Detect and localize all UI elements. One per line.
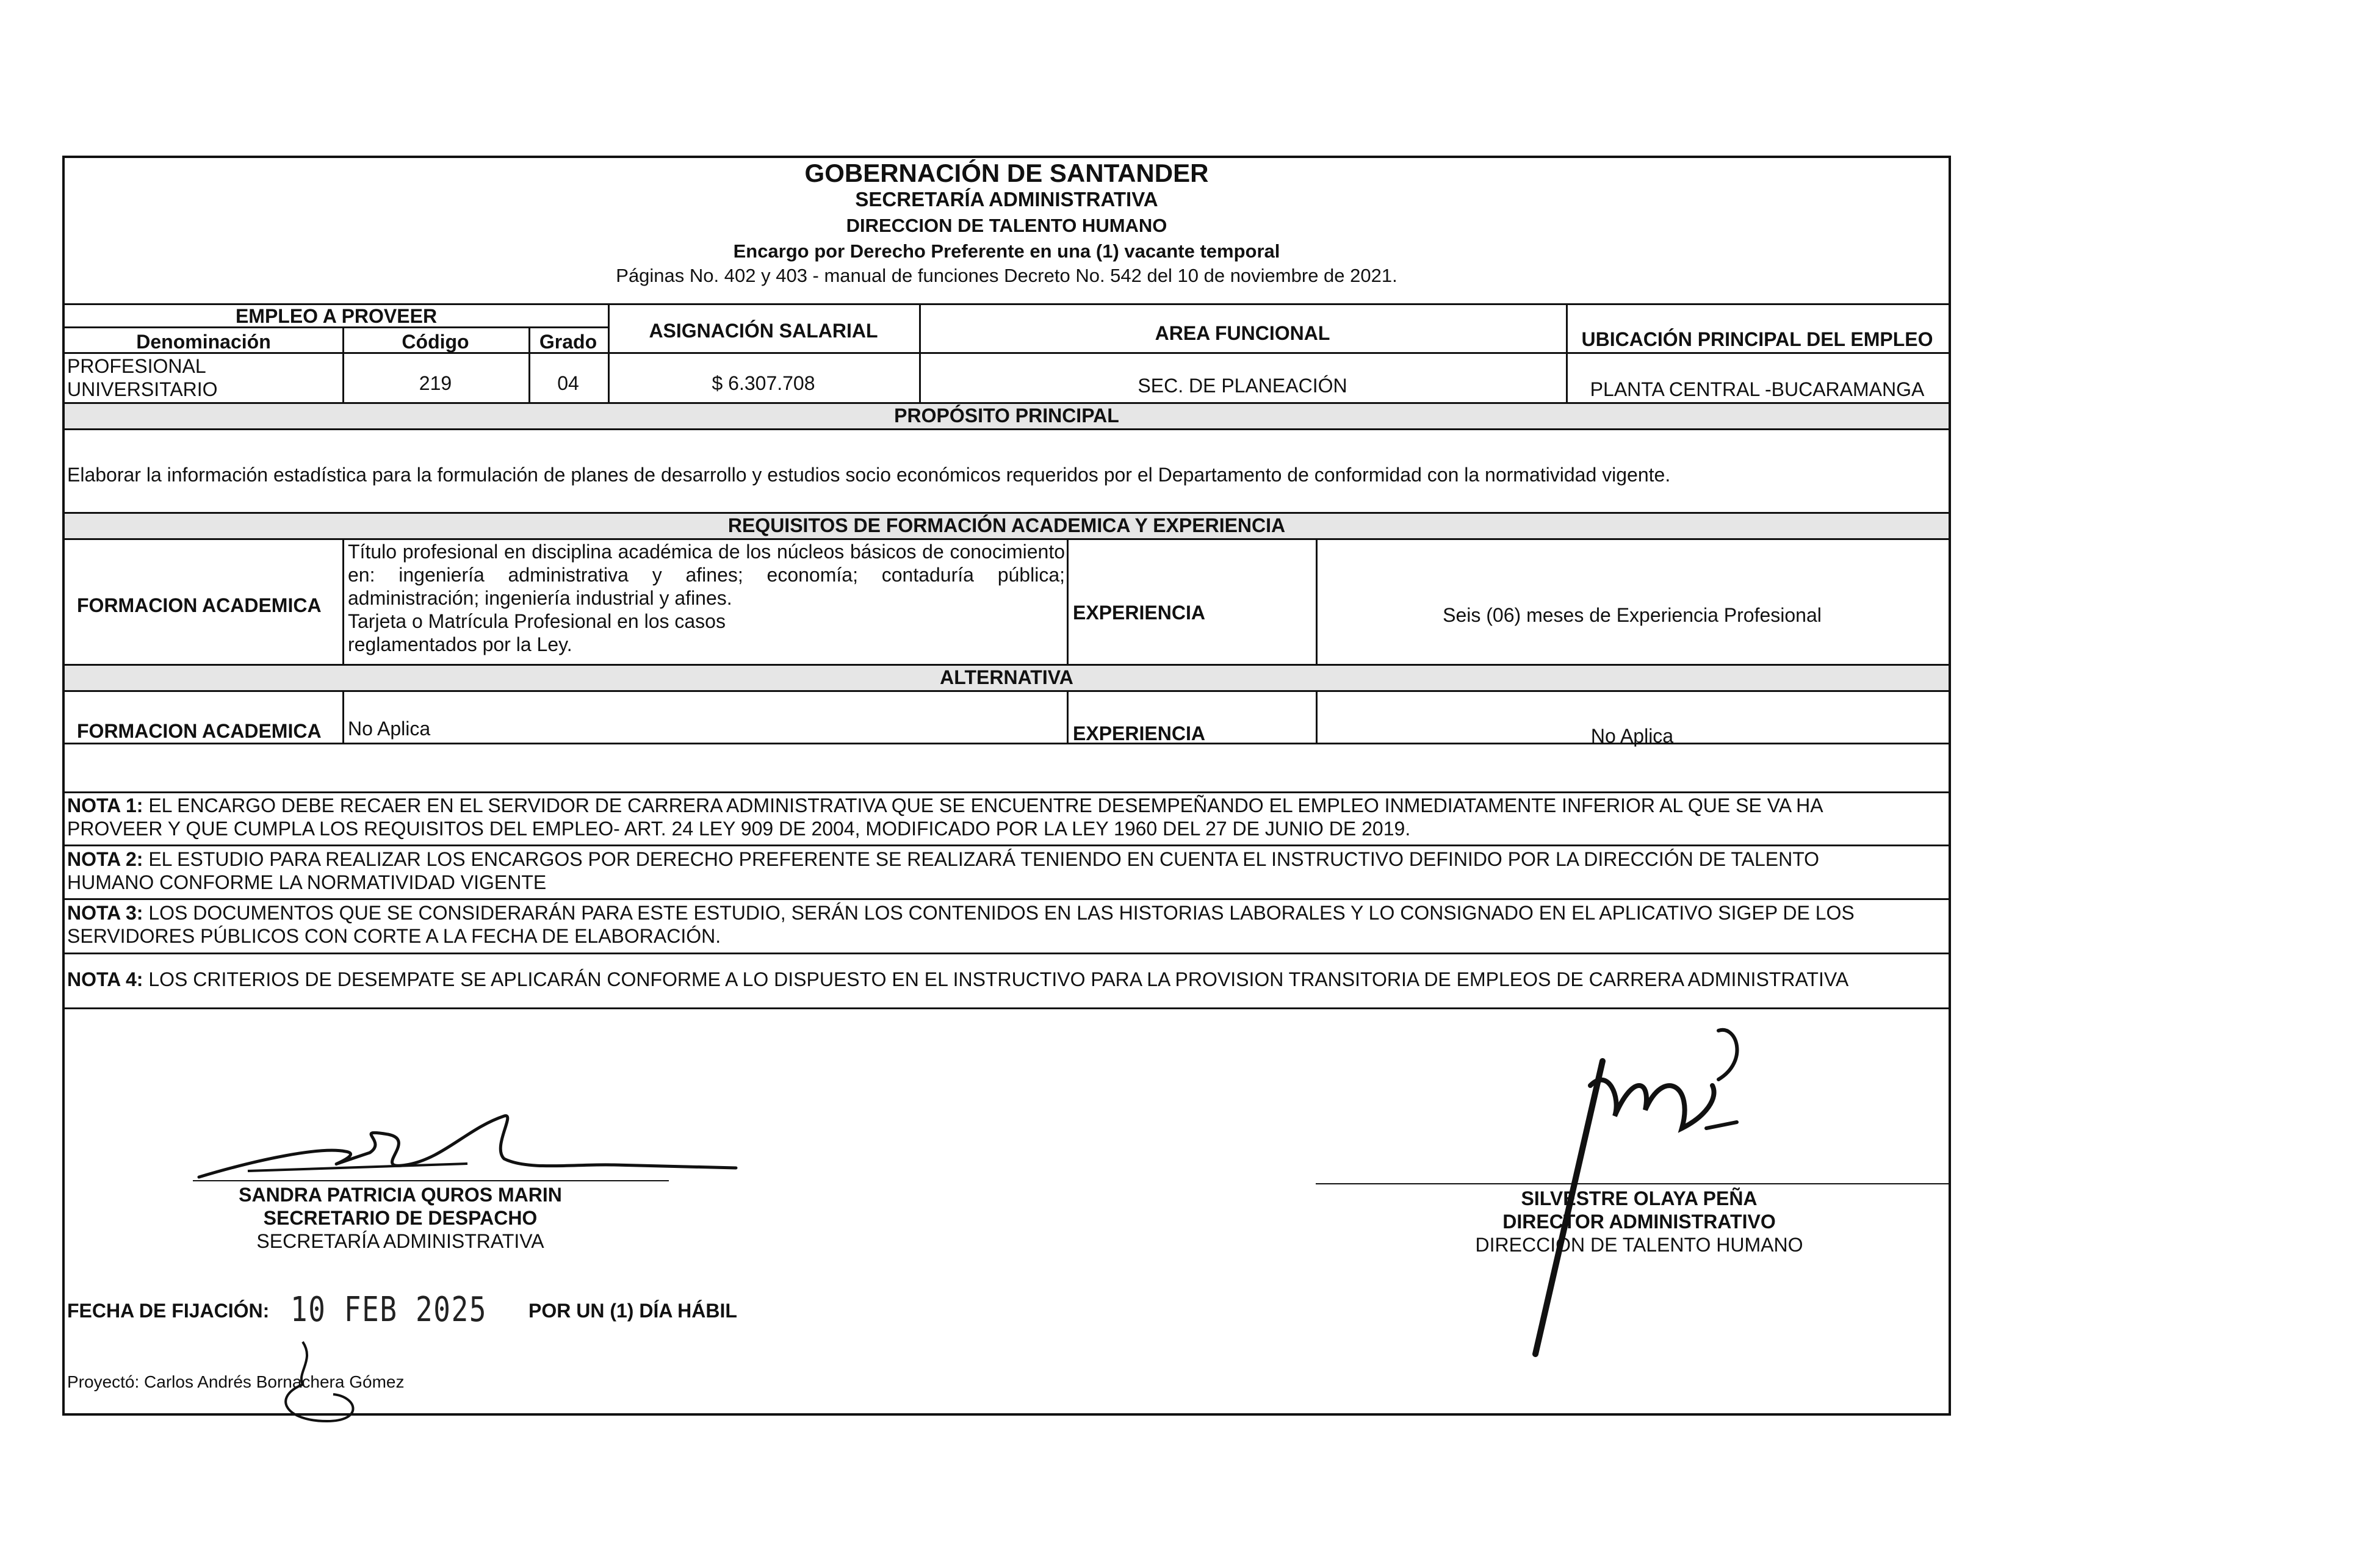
alternativa-title: ALTERNATIVA <box>65 666 1949 690</box>
asignacion-value: $ 6.307.708 <box>712 372 815 394</box>
denominacion-value <box>67 355 339 401</box>
alt-experiencia-text: No Aplica <box>1590 725 1674 747</box>
nota-3 <box>67 901 1947 948</box>
header-block <box>65 158 1949 303</box>
fecha-fijacion-duration: POR UN (1) DÍA HÁBIL <box>528 1300 737 1322</box>
left-signer-name: SANDRA PATRICIA QUROS MARIN <box>239 1184 562 1206</box>
nota-4-label: NOTA 4: <box>67 968 143 990</box>
nota-2 <box>67 848 1947 894</box>
header-direccion: DIRECCION DE TALENTO HUMANO <box>846 215 1167 236</box>
nota-4 <box>67 968 1947 991</box>
experiencia-label: EXPERIENCIA <box>1073 602 1205 624</box>
nota-2-line2: HUMANO CONFORME LA NORMATIVIDAD VIGENTE <box>67 871 547 893</box>
formacion-academica-text <box>348 540 1065 656</box>
nota-1-line2: PROVEER Y QUE CUMPLA LOS REQUISITOS DEL EMPLEO- ART. 24 LEY 909 DE 2004, MODIFICADO POR LA LEY 1960 DEL 27 DE JUNIO DE 2019. <box>67 818 1411 840</box>
right-signer-dept: DIRECCIÓN DE TALENTO HUMANO <box>1475 1234 1803 1256</box>
fecha-fijacion-stamp: 10 FEB 2025 <box>290 1290 488 1330</box>
denominacion-line1: PROFESIONAL <box>67 355 206 377</box>
right-signer-title: DIRECTOR ADMINISTRATIVO <box>1502 1211 1776 1233</box>
grado-value: 04 <box>557 372 579 394</box>
alt-formacion-label: FORMACION ACADEMICA <box>77 720 322 742</box>
col-codigo: Código <box>402 331 469 353</box>
header-paginas: Páginas No. 402 y 403 - manual de funciones Decreto No. 542 del 10 de noviembre de 2021. <box>616 265 1397 286</box>
header-secretaria: SECRETARÍA ADMINISTRATIVA <box>855 188 1158 211</box>
formacion-tarjeta: Tarjeta o Matrícula Profesional en los casos <box>348 610 726 632</box>
col-grado: Grado <box>539 331 597 353</box>
header-encargo: Encargo por Derecho Preferente en una (1) vacante temporal <box>733 240 1280 262</box>
nota-1 <box>67 794 1947 840</box>
header-gobernacion: GOBERNACIÓN DE SANTANDER <box>804 159 1209 187</box>
area-value: SEC. DE PLANEACIÓN <box>1138 375 1347 397</box>
col-ubicacion: UBICACIÓN PRINCIPAL DEL EMPLEO <box>1581 328 1933 350</box>
ubicacion-value: PLANTA CENTRAL -BUCARAMANGA <box>1590 378 1925 400</box>
alt-formacion-text: No Aplica <box>348 718 431 740</box>
alt-experiencia-label: EXPERIENCIA <box>1073 722 1205 744</box>
formacion-paragraph: Título profesional en disciplina académica de los núcleos básicos de conocimiento en: ingeniería administrativa y afines; economía; contaduría pública; administración; ingeniería industrial y afines. <box>348 541 1065 609</box>
col-asignacion: ASIGNACIÓN SALARIAL <box>649 320 878 342</box>
formacion-academica-label: FORMACION ACADEMICA <box>77 594 322 616</box>
denominacion-line2: UNIVERSITARIO <box>67 378 218 400</box>
col-denominacion: Denominación <box>136 331 271 353</box>
proyecto-line: Proyectó: Carlos Andrés Bornachera Gómez <box>67 1372 405 1391</box>
job-posting-document <box>62 156 1951 1416</box>
nota-1-line1: EL ENCARGO DEBE RECAER EN EL SERVIDOR DE CARRERA ADMINISTRATIVA QUE SE ENCUENTRE DESEMPEÑANDO EL EMPLEO INMEDIATAMENTE INFERIOR AL QUE SE VA HA <box>148 794 1823 816</box>
nota-4-line1: LOS CRITERIOS DE DESEMPATE SE APLICARÁN CONFORME A LO DISPUESTO EN EL INSTRUCTIVO PARA LA PROVISION TRANSITORIA DE EMPLEOS DE CARRERA ADMINISTRATIVA <box>148 968 1849 990</box>
right-signature-block <box>1395 1187 1883 1256</box>
left-signature-block <box>156 1183 644 1253</box>
left-signature-graphic <box>187 1092 760 1189</box>
nota-2-label: NOTA 2: <box>67 848 143 870</box>
nota-3-line2: SERVIDORES PÚBLICOS CON CORTE A LA FECHA DE ELABORACIÓN. <box>67 925 721 947</box>
nota-1-label: NOTA 1: <box>67 794 143 816</box>
proposito-text: Elaborar la información estadística para la formulación de planes de desarrollo y estudios socio económicos requeridos por el Departamento de conformidad con la normatividad vigente. <box>67 464 1671 486</box>
left-signer-title: SECRETARIO DE DESPACHO <box>263 1207 538 1229</box>
left-signer-dept: SECRETARÍA ADMINISTRATIVA <box>256 1230 544 1252</box>
nota-2-line1: EL ESTUDIO PARA REALIZAR LOS ENCARGOS POR DERECHO PREFERENTE SE REALIZARÁ TENIENDO EN CUENTA EL INSTRUCTIVO DEFINIDO POR LA DIRECCIÓN DE TALENTO <box>148 848 1820 870</box>
codigo-value: 219 <box>419 372 452 394</box>
proposito-title: PROPÓSITO PRINCIPAL <box>65 404 1949 428</box>
nota-3-label: NOTA 3: <box>67 902 143 924</box>
formacion-reglamentados: reglamentados por la Ley. <box>348 633 572 655</box>
right-signer-name: SILVESTRE OLAYA PEÑA <box>1521 1187 1758 1209</box>
experiencia-text: Seis (06) meses de Experiencia Profesional <box>1443 604 1822 626</box>
empleo-a-proveer-header: EMPLEO A PROVEER <box>235 305 438 327</box>
col-area: AREA FUNCIONAL <box>1155 322 1330 344</box>
fecha-fijacion-label: FECHA DE FIJACIÓN: <box>67 1300 270 1322</box>
nota-3-line1: LOS DOCUMENTOS QUE SE CONSIDERARÁN PARA ESTE ESTUDIO, SERÁN LOS CONTENIDOS EN LAS HISTORIAS LABORALES Y LO CONSIGNADO EN EL APLICATIVO SIGEP DE LOS <box>148 902 1855 924</box>
requisitos-title: REQUISITOS DE FORMACIÓN ACADEMICA Y EXPERIENCIA <box>65 514 1949 538</box>
